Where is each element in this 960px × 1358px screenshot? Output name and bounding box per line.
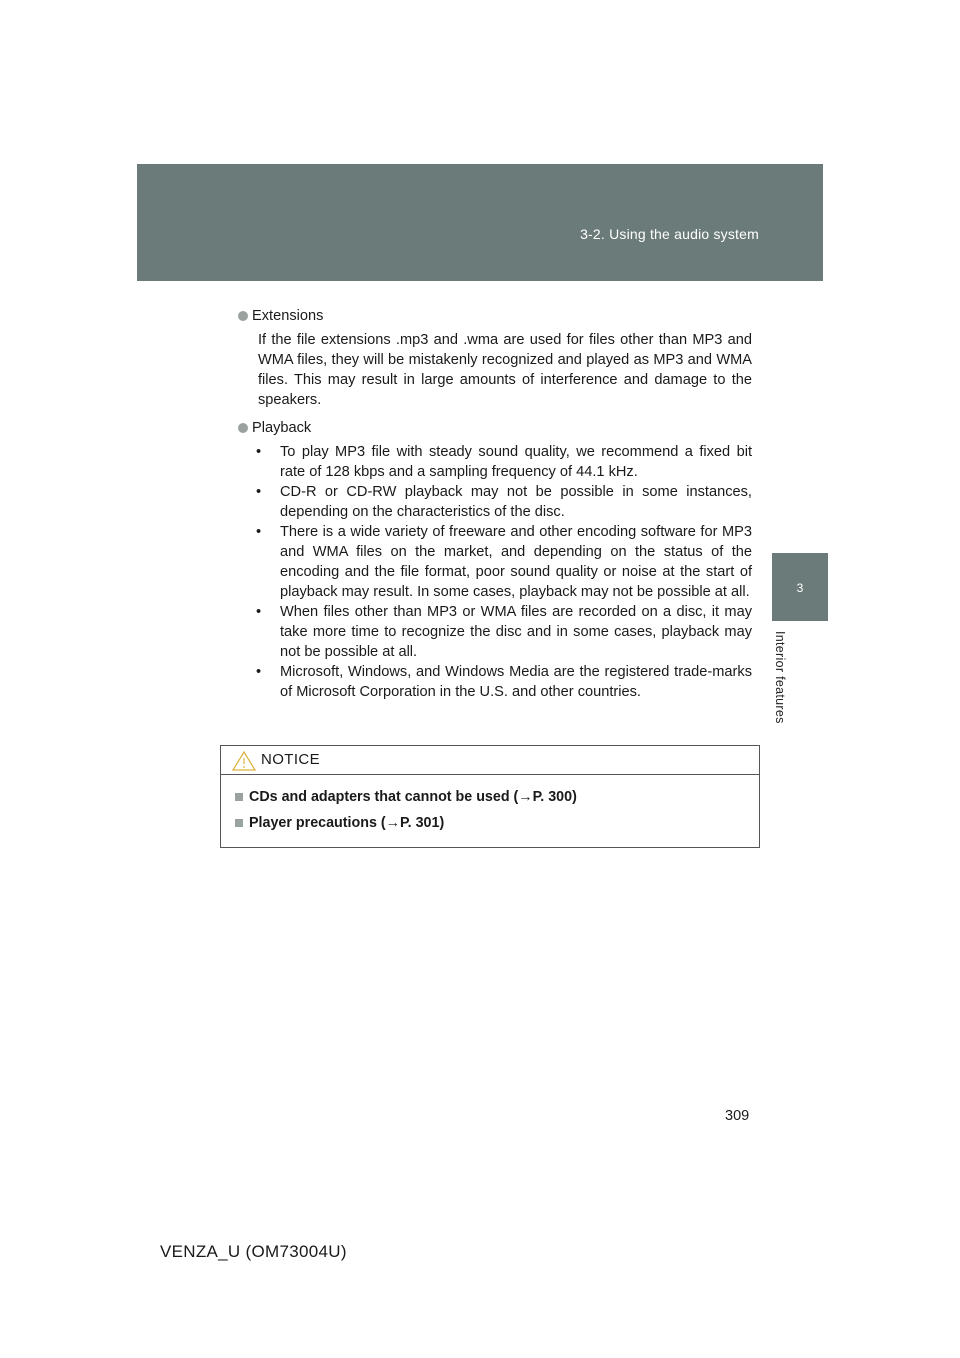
square-bullet-icon — [235, 819, 243, 827]
list-item: • CD-R or CD-RW playback may not be possible in some instances, depending on the characteristics of the disc. — [256, 484, 752, 520]
notice-title: NOTICE — [261, 751, 321, 768]
square-bullet-icon — [235, 793, 243, 801]
main-content — [238, 306, 752, 710]
bullet-mark: • — [256, 484, 262, 500]
notice-item: CDs and adapters that cannot be used (→P. 300) — [235, 787, 759, 807]
list-item: • To play MP3 file with steady sound quality, we recommend a fixed bit rate of 128 kbps and a sampling frequency of 44.1 kHz. — [256, 444, 752, 480]
bullet-mark: • — [256, 664, 262, 680]
list-item: • When files other than MP3 or WMA files are recorded on a disc, it may take more time to recognize the disc and in some cases, playback may not be possible at all. — [256, 604, 752, 660]
topic-heading-text: Playback — [252, 420, 312, 436]
list-item: • Microsoft, Windows, and Windows Media are the registered trade-marks of Microsoft Corporation in the U.S. and other countries. — [256, 664, 752, 700]
document-code: VENZA_U (OM73004U) — [160, 1242, 347, 1261]
bullet-dot-icon — [238, 423, 248, 433]
topic-heading — [238, 418, 752, 438]
page-number: 309 — [725, 1108, 750, 1124]
list-item: • There is a wide variety of freeware and other encoding software for MP3 and WMA files on the market, and depending on the status of the encoding and the file format, poor sound quality or noise at the start of playback may result. In some cases, playback may not be possible at all. — [256, 524, 752, 600]
bullet-mark: • — [256, 444, 262, 460]
chapter-tab — [772, 553, 828, 621]
topic-extensions — [238, 306, 752, 410]
topic-heading — [238, 306, 752, 326]
notice-header — [221, 746, 759, 775]
topic-playback — [238, 418, 752, 702]
notice-items — [221, 775, 759, 833]
bullet-mark: • — [256, 524, 262, 540]
topic-heading-text: Extensions — [252, 308, 324, 324]
notice-item: Player precautions (→P. 301) — [235, 813, 759, 833]
notice-box — [220, 745, 760, 848]
playback-list — [238, 442, 752, 702]
topic-body: If the file extensions .mp3 and .wma are used for files other than MP3 and WMA files, they will be mistakenly recognized and played as MP3 and WMA files. This may result in large amounts of interference and damage to the speakers. — [258, 332, 752, 408]
bullet-dot-icon — [238, 311, 248, 321]
chapter-title: Interior features — [773, 631, 787, 724]
section-title: 3-2. Using the audio system — [580, 226, 759, 242]
chapter-number: 3 — [796, 581, 804, 595]
warning-triangle-icon — [232, 751, 256, 771]
header-band — [137, 164, 823, 281]
bullet-mark: • — [256, 604, 262, 620]
